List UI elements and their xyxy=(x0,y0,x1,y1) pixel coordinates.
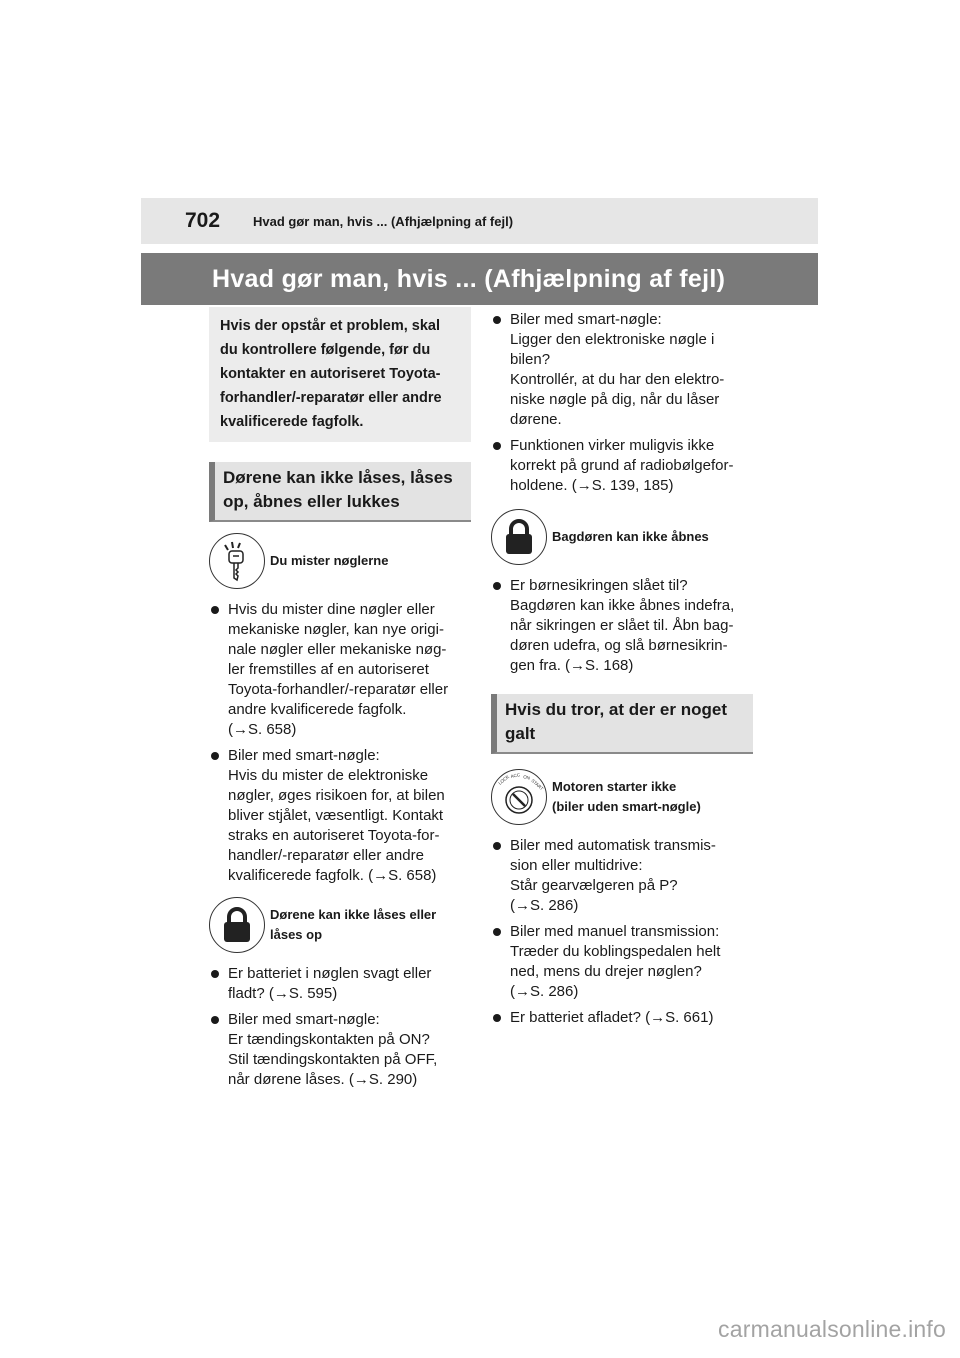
list-item: Er børnesikringen slået til? Bagdøren kan ikke åbnes indefra, når sikringen er slået til. Åbn bag- døren udefra, og slå børnesikrin- gen fra. (→S. 168) xyxy=(491,576,753,676)
topic-label: Bagdøren kan ikke åbnes xyxy=(552,529,709,544)
bullet-list xyxy=(209,964,471,1090)
left-column xyxy=(209,307,471,1096)
topic-doors-lock xyxy=(209,892,471,958)
bullet-list xyxy=(209,600,471,886)
topic-back-door xyxy=(491,504,753,570)
intro-line: kvalificerede fagfolk. xyxy=(220,414,364,430)
intro-line: kontakter en autoriseret Toyota- xyxy=(220,366,441,382)
svg-text:LOCK: LOCK xyxy=(497,774,511,786)
intro-line: forhandler/-reparatør eller andre xyxy=(220,390,442,406)
padlock-icon xyxy=(491,509,547,565)
watermark: carmanualsonline.info xyxy=(718,1316,946,1342)
list-item: Biler med automatisk transmis- sion eller multidrive: Står gearvælgeren på P? (→S. 286) xyxy=(491,836,753,916)
section-heading-line: galt xyxy=(505,724,536,743)
bullet-list xyxy=(491,310,753,496)
topic-label: Dørene kan ikke låses eller låses op xyxy=(270,907,437,942)
list-item: Er batteriet i nøglen svagt eller fladt? (→S. 595) xyxy=(209,964,471,1004)
bullet-list xyxy=(491,576,753,676)
chapter-title-bar xyxy=(141,253,818,305)
section-heading-line: op, åbnes eller lukkes xyxy=(223,492,400,511)
intro-line: Hvis der opstår et problem, skal xyxy=(220,318,440,334)
list-item: Biler med smart-nøgle: Hvis du mister de elektroniske nøgler, øges risikoen for, at bilen bliver stjålet, væsentligt. Kontakt straks en autoriseret Toyota-for- handler/-reparatør eller andre kvalificerede fagfolk. (→S. 658) xyxy=(209,746,471,886)
bullet-list xyxy=(491,836,753,1028)
topic-label: Du mister nøglerne xyxy=(270,553,389,568)
svg-text:ON: ON xyxy=(522,774,531,781)
page-number: 702 xyxy=(185,209,221,232)
topic-engine-not-start xyxy=(491,764,753,830)
intro-line: du kontrollere følgende, før du xyxy=(220,342,431,358)
list-item: Biler med smart-nøgle: Ligger den elektroniske nøgle i bilen? Kontrollér, at du har den elektro- niske nøgle på dig, når du låser dørene. xyxy=(491,310,753,430)
list-item: Biler med smart-nøgle: Er tændingskontakten på ON? Stil tændingskontakten på OFF, når dørene låses. (→S. 290) xyxy=(209,1010,471,1090)
list-item: Er batteriet afladet? (→S. 661) xyxy=(491,1008,753,1028)
chapter-title: Hvad gør man, hvis ... (Afhjælpning af fejl) xyxy=(212,264,726,293)
intro-box xyxy=(209,307,471,442)
ignition-switch-icon xyxy=(491,769,547,825)
running-header xyxy=(141,198,818,244)
topic-lost-keys xyxy=(209,528,471,594)
key-icon xyxy=(209,533,265,589)
right-column xyxy=(491,307,753,1034)
list-item: Biler med manuel transmission: Træder du koblingspedalen helt ned, mens du drejer nøglen? (→S. 286) xyxy=(491,922,753,1002)
topic-label: Motoren starter ikke (biler uden smart-nøgle) xyxy=(552,779,701,814)
svg-text:ACC: ACC xyxy=(510,772,521,779)
section-heading-something-wrong xyxy=(491,694,753,754)
running-title: Hvad gør man, hvis ... (Afhjælpning af fejl) xyxy=(253,213,514,229)
section-heading-doors xyxy=(209,462,471,522)
list-item: Hvis du mister dine nøgler eller mekaniske nøgler, kan nye origi- nale nøgler eller mekaniske nøg- ler fremstilles af en autoriseret Toyota-forhandler/-reparatør eller andre kvalificerede fagfolk. (→S. 658) xyxy=(209,600,471,740)
list-item: Funktionen virker muligvis ikke korrekt på grund af radiobølgefor- holdene. (→S. 139, 185) xyxy=(491,436,753,496)
svg-text:START: START xyxy=(530,778,545,792)
section-heading-line: Dørene kan ikke låses, låses xyxy=(223,468,453,487)
padlock-icon xyxy=(209,897,265,953)
section-heading-line: Hvis du tror, at der er noget xyxy=(505,700,727,719)
